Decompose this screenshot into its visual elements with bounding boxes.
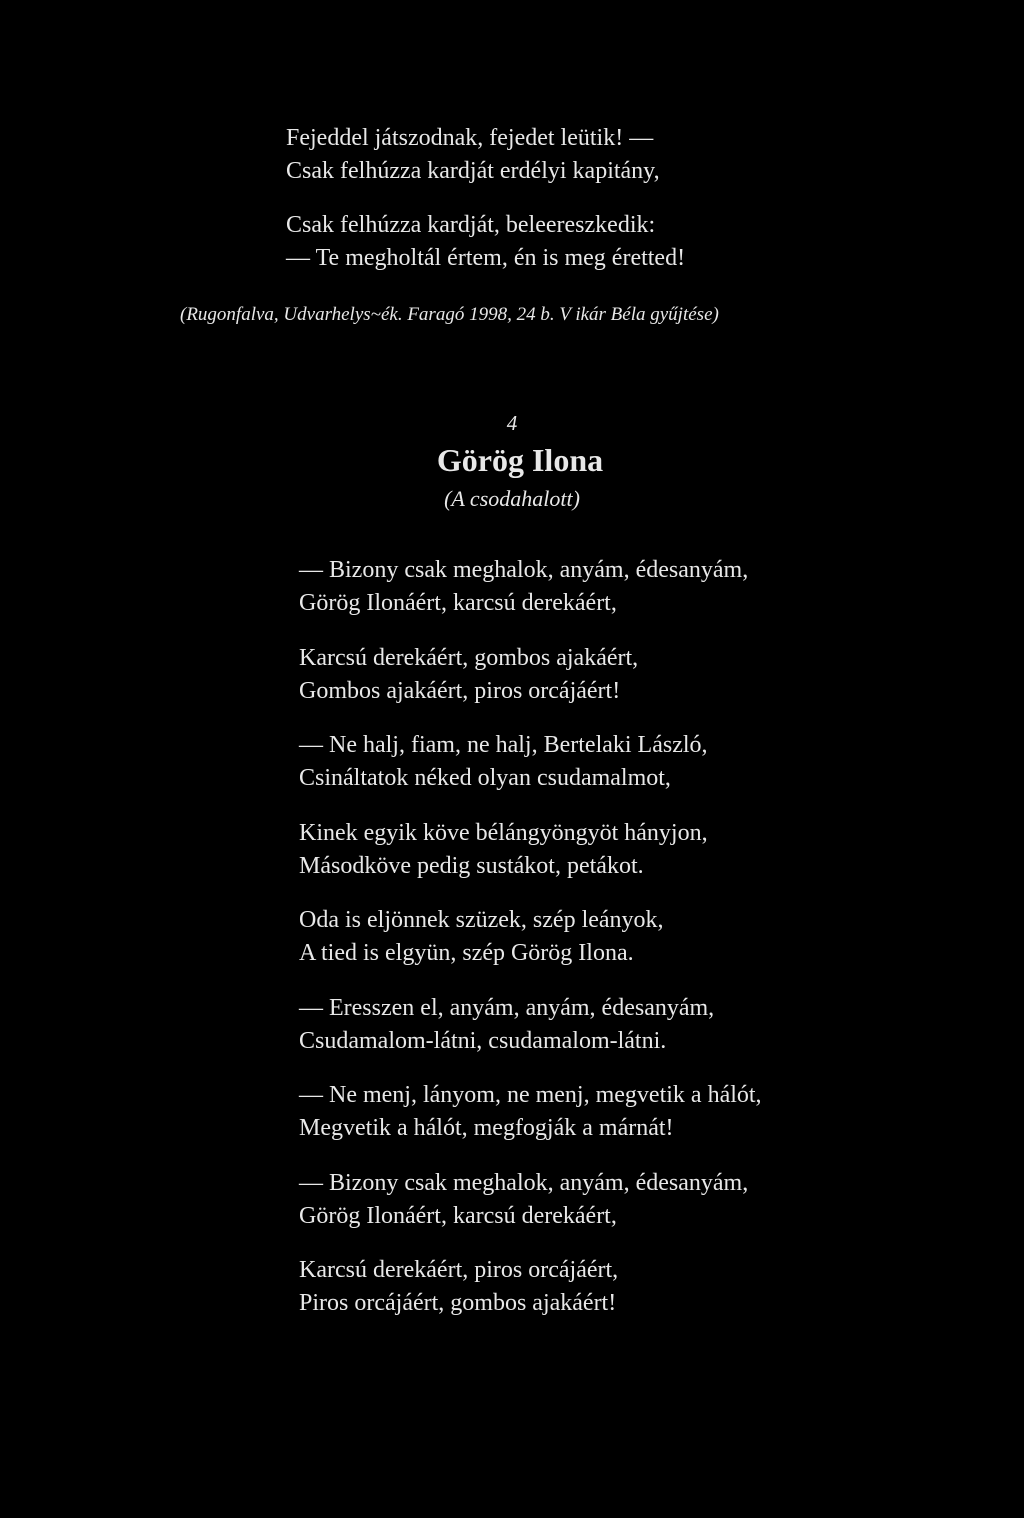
verse-line: — Te megholtál értem, én is meg éretted!	[286, 245, 686, 271]
verse-line: Megvetik a hálót, megfogják a márnát!	[299, 1115, 674, 1141]
source-citation: (Rugonfalva, Udvarhelys~ék. Faragó 1998, 24 b. V ikár Béla gyűjtése)	[180, 304, 719, 325]
verse-line: Csak felhúzza kardját, beleereszkedik:	[286, 212, 656, 238]
verse-line: Fejeddel játszodnak, fejedet leütik! —	[286, 125, 654, 151]
verse-line: — Bizony csak meghalok, anyám, édesanyám,	[299, 557, 749, 583]
verse-line: Csudamalom-látni, csudamalom-látni.	[299, 1028, 667, 1054]
verse-line: Görög Ilonáért, karcsú derekáért,	[299, 590, 617, 616]
ballad-subtitle: (A csodahalott)	[444, 486, 580, 511]
ballad-number: 4	[506, 411, 518, 435]
ballad-title: Görög Ilona	[436, 442, 604, 478]
verse-line: — Ne halj, fiam, ne halj, Bertelaki László,	[299, 732, 708, 758]
verse-line: Görög Ilonáért, karcsú derekáért,	[299, 1203, 617, 1229]
verse-line: Csináltatok néked olyan csudamalmot,	[299, 765, 671, 791]
verse-line: Oda is eljönnek szüzek, szép leányok,	[299, 907, 664, 933]
verse-line: — Bizony csak meghalok, anyám, édesanyám,	[299, 1170, 749, 1196]
verse-line: Karcsú derekáért, gombos ajakáért,	[299, 645, 639, 671]
verse-line: — Eresszen el, anyám, anyám, édesanyám,	[299, 995, 715, 1021]
verse-line: Kinek egyik köve bélángyöngyöt hányjon,	[299, 820, 708, 846]
verse-line: — Ne menj, lányom, ne menj, megvetik a hálót,	[299, 1082, 762, 1108]
verse-line: Másodköve pedig sustákot, petákot.	[299, 853, 644, 879]
verse-line: Gombos ajakáért, piros orcájáért!	[299, 678, 621, 704]
verse-line: Piros orcájáért, gombos ajakáért!	[299, 1290, 617, 1316]
verse-line: Csak felhúzza kardját erdélyi kapitány,	[286, 158, 660, 184]
verse-line: Karcsú derekáért, piros orcájáért,	[299, 1257, 619, 1283]
verse-line: A tied is elgyün, szép Görög Ilona.	[299, 940, 634, 966]
